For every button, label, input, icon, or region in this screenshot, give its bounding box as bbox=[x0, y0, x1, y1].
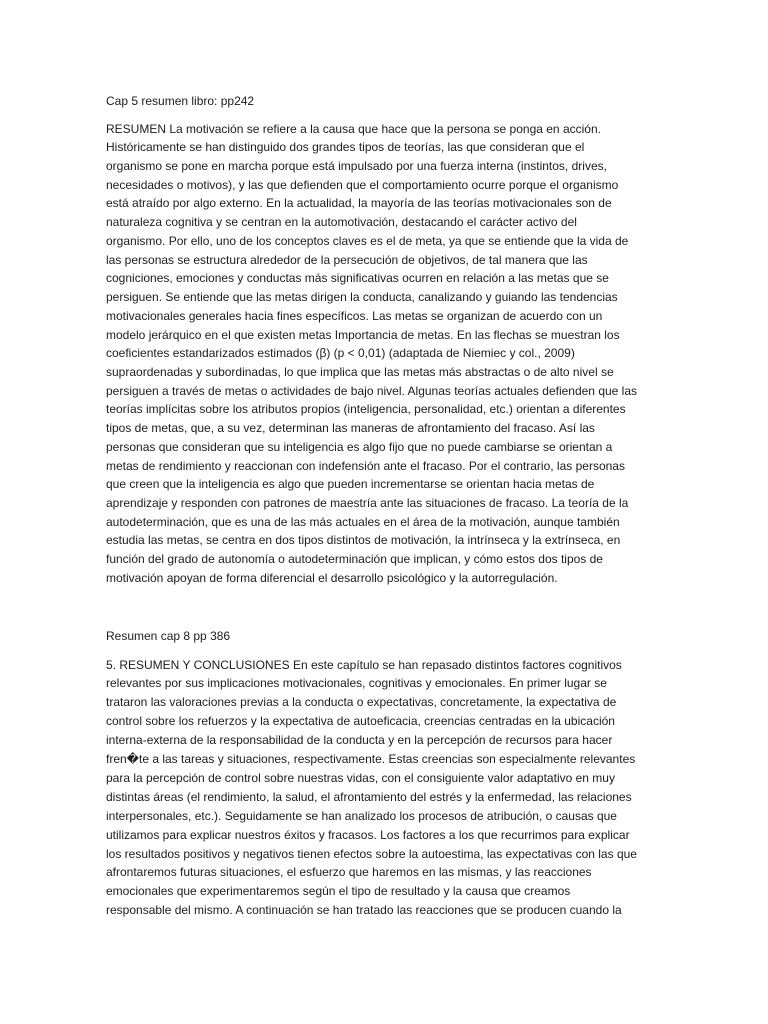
paragraph-line: metas de rendimiento y reaccionan con indefensión ante el fracaso. Por el contrario, las personas bbox=[106, 458, 625, 473]
paragraph-line: modelo jerárquico en el que existen metas Importancia de metas. En las flechas se muestran los bbox=[106, 327, 620, 342]
paragraph-line: organismo. Por ello, uno de los conceptos claves es el de meta, ya que se entiende que la vida de bbox=[106, 233, 629, 248]
paragraph-line: utilizamos para explicar nuestros éxitos y fracasos. Los factores a los que recurrimos para explicar bbox=[106, 827, 630, 842]
section-heading: Resumen cap 8 pp 386 bbox=[106, 629, 231, 643]
paragraph-line: responsable del mismo. A continuación se han tratado las reacciones que se producen cuando la bbox=[106, 903, 622, 918]
paragraph-line: trataron las valoraciones previas a la conducta o expectativas, concretamente, la expectativa de bbox=[106, 695, 617, 710]
paragraph-line: motivación apoyan de forma diferencial el desarrollo psicológico y la autorregulación. bbox=[106, 570, 558, 585]
paragraph-line: para la percepción de control sobre nuestras vidas, con el consiguiente valor adaptativo en muy bbox=[106, 770, 615, 785]
paragraph-line: organismo se pone en marcha porque está impulsado por una fuerza interna (instintos, drives, bbox=[106, 159, 607, 174]
summary-paragraph bbox=[106, 120, 637, 588]
paragraph-line: afrontaremos futuras situaciones, el esfuerzo que haremos en las mismas, y las reacciones bbox=[106, 865, 592, 880]
paragraph-line: relevantes por sus implicaciones motivacionales, cognitivas y emocionales. En primer lugar se bbox=[106, 676, 607, 691]
paragraph-line: persiguen. Se entiende que las metas dirigen la conducta, canalizando y guiando las tendencias bbox=[106, 290, 618, 305]
section-heading: Cap 5 resumen libro: pp242 bbox=[106, 94, 255, 108]
paragraph-line: las personas se estructura alrededor de la persecución de objetivos, de tal manera que las bbox=[106, 252, 588, 267]
paragraph-line: los resultados positivos y negativos tienen efectos sobre la autoestima, las expectativas con las que bbox=[106, 846, 637, 861]
paragraph-line: supraordenadas y subordinadas, lo que implica que las metas más abstractas o de alto nivel se bbox=[106, 364, 614, 379]
paragraph-line: coeficientes estandarizados estimados (β) (p < 0,01) (adaptada de Niemiec y col., 2009) bbox=[106, 346, 575, 361]
paragraph-line: distintas áreas (el rendimiento, la salud, el afrontamiento del estrés y la enfermedad, las relaciones bbox=[106, 789, 632, 804]
paragraph-line: teorías implícitas sobre los atributos propios (inteligencia, personalidad, etc.) orientan a diferentes bbox=[106, 402, 626, 417]
paragraph-line: fren�te a las tareas y situaciones, respectivamente. Estas creencias son especialmente relevantes bbox=[106, 752, 636, 767]
paragraph-line: Históricamente se han distinguido dos grandes tipos de teorías, las que consideran que el bbox=[106, 140, 585, 155]
summary-paragraph bbox=[106, 656, 637, 920]
paragraph-line: RESUMEN La motivación se refiere a la causa que hace que la persona se ponga en acción. bbox=[106, 121, 601, 136]
paragraph-line: naturaleza cognitiva y se centran en la automotivación, destacando el carácter activo del bbox=[106, 215, 577, 230]
paragraph-line: necesidades o motivos), y las que defienden que el comportamiento ocurre porque el organismo bbox=[106, 177, 619, 192]
paragraph-line: autodeterminación, que es una de las más actuales en el área de la motivación, aunque también bbox=[106, 514, 620, 529]
paragraph-line: control sobre los refuerzos y la expectativa de autoeficacia, creencias centradas en la ubicación bbox=[106, 714, 615, 729]
paragraph-line: función del grado de autonomía o autodeterminación que implican, y cómo estos dos tipos de bbox=[106, 552, 603, 567]
paragraph-line: cogniciones, emociones y conductas más significativas ocurren en relación a las metas que se bbox=[106, 271, 609, 286]
paragraph-line: estudia las metas, se centra en dos tipos distintos de motivación, la intrínseca y la extrínseca, en bbox=[106, 533, 621, 548]
paragraph-line: aprendizaje y responden con patrones de maestría ante las situaciones de fracaso. La teoría de la bbox=[106, 495, 629, 510]
paragraph-line: motivacionales generales hacia fines específicos. Las metas se organizan de acuerdo con un bbox=[106, 308, 603, 323]
paragraph-line: interna-externa de la responsabilidad de la conducta y en la percepción de recursos para hacer bbox=[106, 733, 613, 748]
paragraph-line: personas que consideran que su inteligencia es algo fijo que no puede cambiarse se orientan a bbox=[106, 439, 613, 454]
paragraph-line: persiguen a través de metas o actividades de bajo nivel. Algunas teorías actuales defienden que las bbox=[106, 383, 638, 398]
paragraph-line: tipos de metas, que, a su vez, determinan las maneras de afrontamiento del fracaso. Así las bbox=[106, 421, 595, 436]
paragraph-line: interpersonales, etc.). Seguidamente se han analizado los procesos de atribución, o causas que bbox=[106, 808, 617, 823]
paragraph-line: emocionales que experimentaremos según el tipo de resultado y la causa que creamos bbox=[106, 884, 571, 899]
paragraph-line: 5. RESUMEN Y CONCLUSIONES En este capítulo se han repasado distintos factores cognitivos bbox=[106, 657, 622, 672]
paragraph-line: está atraído por algo externo. En la actualidad, la mayoría de las teorías motivacionales son de bbox=[106, 196, 612, 211]
paragraph-line: que creen que la inteligencia es algo que pueden incrementarse se orientan hacia metas de bbox=[106, 477, 595, 492]
